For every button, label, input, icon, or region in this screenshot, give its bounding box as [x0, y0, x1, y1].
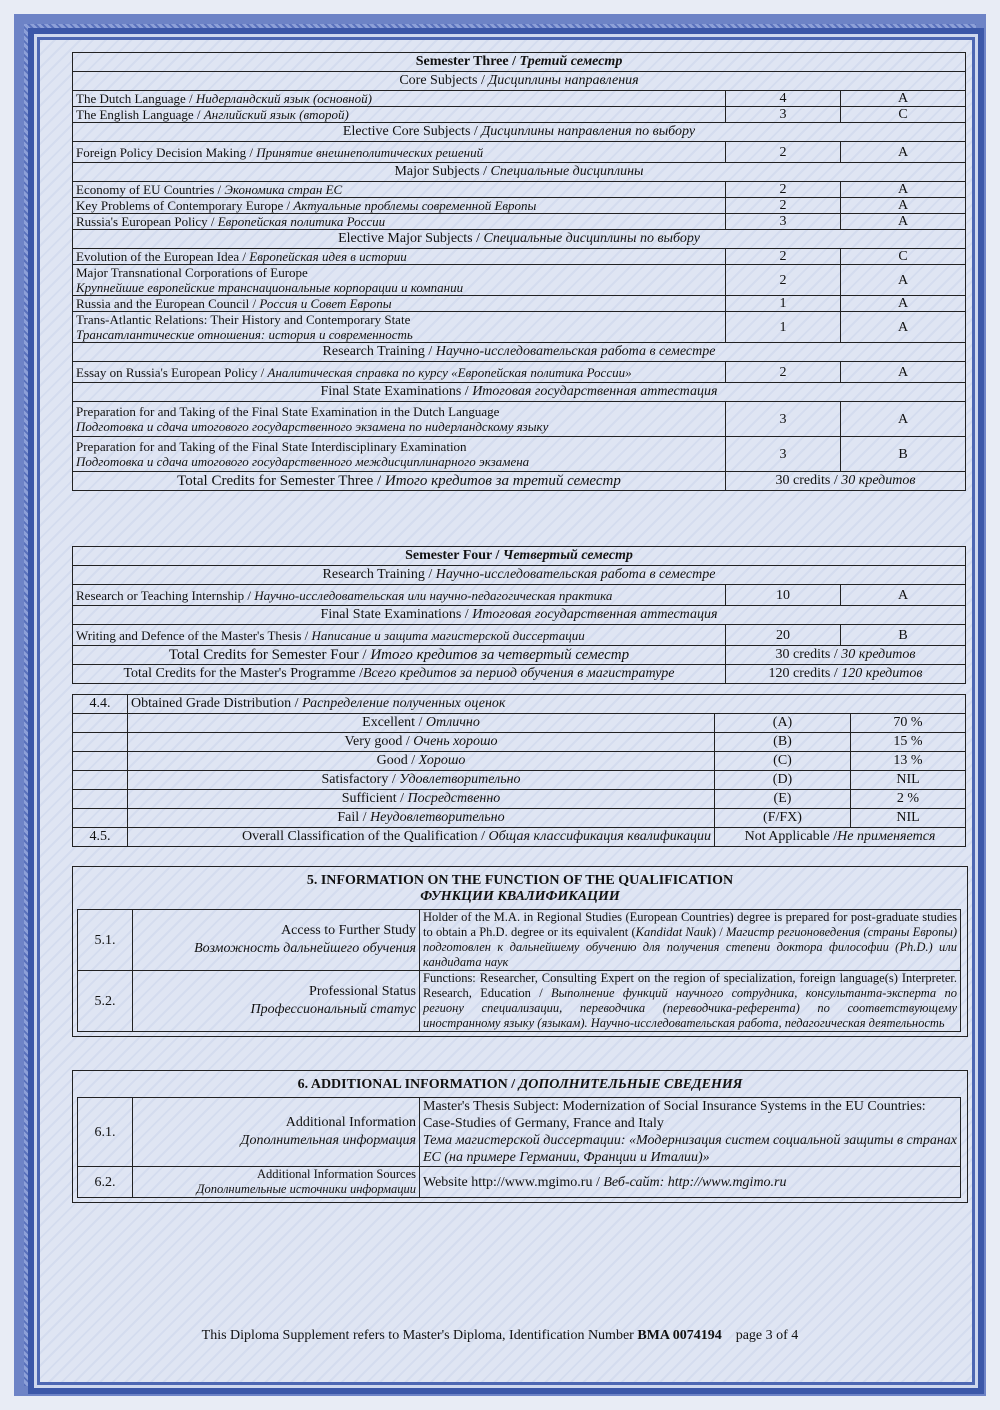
- table-row: Economy of EU Countries / Экономика стран ЕС 2 A: [73, 182, 966, 198]
- semester-four-title: Semester Four / Четвертый семестр: [73, 547, 966, 566]
- final-exams-heading: Final State Examinations / Итоговая государственная аттестация: [73, 383, 966, 402]
- section-5: [72, 866, 968, 1037]
- page-footer: This Diploma Supplement refers to Master's Diploma, Identification Number BMA 0074194 page 3 of 4: [201, 1328, 799, 1343]
- section-6-title: 6. ADDITIONAL INFORMATION / ДОПОЛНИТЕЛЬНЫЕ СВЕДЕНИЯ: [297, 1077, 743, 1092]
- table-row: Preparation for and Taking of the Final State Interdisciplinary Examination Подготовка и сдача итогового государственного междисциплинарного экзамена 3 B: [73, 437, 966, 472]
- semester-three-table: [72, 52, 966, 491]
- table-row: Key Problems of Contemporary Europe / Актуальные проблемы современной Европы 2 A: [73, 198, 966, 214]
- research-training-heading: Research Training / Научно-исследовательская работа в семестре: [73, 343, 966, 362]
- table-row: Evolution of the European Idea / Европейская идея в истории 2 C: [73, 249, 966, 265]
- section-6: [72, 1070, 968, 1203]
- grade-distribution-table: 4.4. Obtained Grade Distribution / Распределение полученных оценок Excellent / Отлично (A) 70 % Very good / Очень хорошо (B) 15 % Good / Хорошо (C) 13 % Satisfactory / Удовлетворительно (D) NIL Sufficient / Посредственно (E) 2 % Fail / Неудовлетворительно (F/FX) NIL 4.5. Overall Classification of the Qualification / Общая классификация квалификации Not Applicable /Не применяется: [72, 694, 966, 847]
- table-row: Trans-Atlantic Relations: Their History and Contemporary State Трансатлантические отношения: история и современность 1 A: [73, 312, 966, 343]
- elective-major-heading: Elective Major Subjects / Специальные дисциплины по выбору: [73, 230, 966, 249]
- semester-four-table: [72, 546, 966, 684]
- research-training-heading: Research Training / Научно-исследовательская работа в семестре: [73, 566, 966, 585]
- table-row: 6.1. Additional Information Дополнительная информация Master's Thesis Subject: Modernization of Social Insurance Systems in the EU Countries: Case-Studies of Germany, France and Italy Тема магистерской диссертации: «Модернизация систем социальной защиты в странах ЕС (на примере Германии, Франции и Италии)»: [78, 1098, 961, 1167]
- table-row: Excellent / Отлично (A) 70 %: [73, 714, 966, 733]
- table-row: Major Transnational Corporations of Europe Крупнейшие европейские транснациональные корпорации и компании 2 A: [73, 265, 966, 296]
- programme-total: Total Credits for the Master's Programme /Всего кредитов за период обучения в магистратуре 120 credits / 120 кредитов: [73, 665, 966, 684]
- table-row: Writing and Defence of the Master's Thesis / Написание и защита магистерской диссертации 20 B: [73, 625, 966, 646]
- elective-core-heading: Elective Core Subjects / Дисциплины направления по выбору: [73, 123, 966, 142]
- table-row: Foreign Policy Decision Making / Принятие внешнеполитических решений 2 A: [73, 142, 966, 163]
- table-row: Fail / Неудовлетворительно (F/FX) NIL: [73, 809, 966, 828]
- semester-three-total: Total Credits for Semester Three / Итого кредитов за третий семестр 30 credits / 30 кредитов: [73, 472, 966, 491]
- table-row: 5.1. Access to Further Study Возможность дальнейшего обучения Holder of the M.A. in Regional Studies (European Countries) degree is prepared for post-graduate studies to obtain a Ph.D. degree or its equivalent (Kandidat Nauk) / Магистр регионоведения (страны Европы) подготовлен к дальнейшему обучению для получения степени доктора философии (Ph.D.) или кандидата наук: [78, 910, 961, 971]
- table-row: The English Language / Английский язык (второй) 3 C: [73, 107, 966, 123]
- major-subjects-heading: Major Subjects / Специальные дисциплины: [73, 163, 966, 182]
- core-subjects-heading: Core Subjects / Дисциплины направления: [73, 72, 966, 91]
- semester-three-title: Semester Three / Третий семестр: [73, 53, 966, 72]
- table-row: 6.2. Additional Information Sources Дополнительные источники информации Website http://www.mgimo.ru / Веб-сайт: http://www.mgimo.ru: [78, 1167, 961, 1198]
- table-row: Good / Хорошо (C) 13 %: [73, 752, 966, 771]
- table-row: Very good / Очень хорошо (B) 15 %: [73, 733, 966, 752]
- table-row: Preparation for and Taking of the Final State Examination in the Dutch Language Подготовка и сдача итогового государственного экзамена по нидерландскому языку 3 A: [73, 402, 966, 437]
- table-row: Essay on Russia's European Policy / Аналитическая справка по курсу «Европейская политика России» 2 A: [73, 362, 966, 383]
- table-row: Satisfactory / Удовлетворительно (D) NIL: [73, 771, 966, 790]
- final-exams-heading: Final State Examinations / Итоговая государственная аттестация: [73, 606, 966, 625]
- semester-four-total: Total Credits for Semester Four / Итого кредитов за четвертый семестр 30 credits / 30 кредитов: [73, 646, 966, 665]
- table-row: Russia's European Policy / Европейская политика России 3 A: [73, 214, 966, 230]
- table-row: Russia and the European Council / Россия и Совет Европы 1 A: [73, 296, 966, 312]
- table-row: Sufficient / Посредственно (E) 2 %: [73, 790, 966, 809]
- table-row: 5.2. Professional Status Профессиональный статус Functions: Researcher, Consulting Expert on the region of specialization, foreign language(s) Interpreter. Research, Education / Выполнение функций научного сотрудника, консультанта-эксперта по региону специализации, переводчика (переводчика-референта) по соответствующему иностранному языку (языкам). Научно-исследовательская работа, педагогическая деятельность: [78, 971, 961, 1032]
- overall-classification: 4.5. Overall Classification of the Qualification / Общая классификация квалификации Not Applicable /Не применяется: [73, 828, 966, 847]
- table-row: The Dutch Language / Нидерландский язык (основной) 4 A: [73, 91, 966, 107]
- table-row: Research or Teaching Internship / Научно-исследовательская или научно-педагогическая практика 10 A: [73, 585, 966, 606]
- section-5-title: 5. INFORMATION ON THE FUNCTION OF THE QUALIFICATION ФУНКЦИИ КВАЛИФИКАЦИИ: [306, 873, 734, 904]
